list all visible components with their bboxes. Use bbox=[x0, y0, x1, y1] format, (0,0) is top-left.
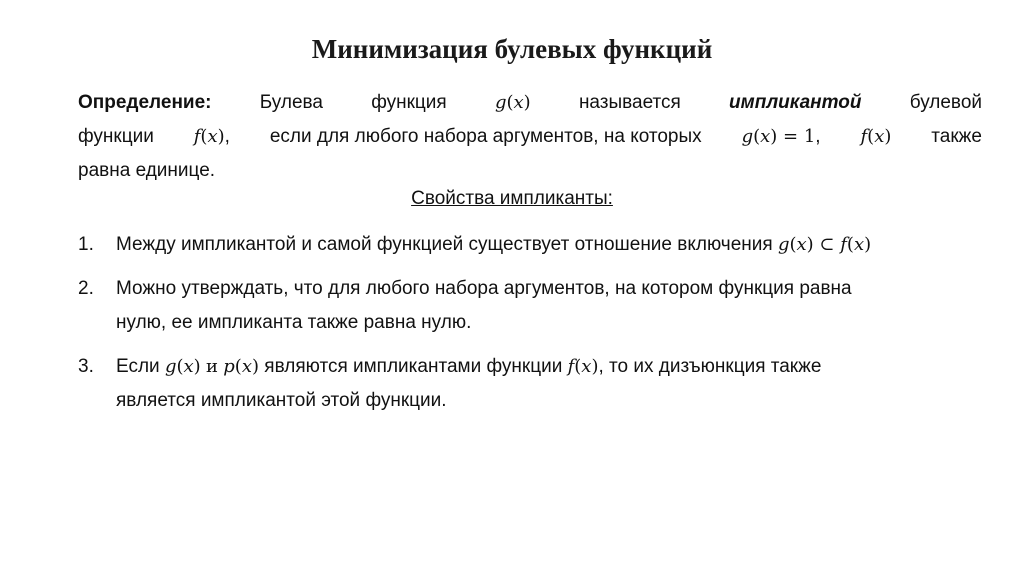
properties-heading: Свойства импликанты: bbox=[411, 188, 613, 209]
word: функции bbox=[78, 126, 154, 147]
math-f-of-x: f(x), bbox=[193, 126, 230, 147]
list-item-line: Между импликантой и самой функцией существует отношение включения g(x) ⊂ f(x) bbox=[116, 234, 872, 255]
math-f-of-x-2: f(x) bbox=[860, 126, 892, 147]
math-g-of-x: g(x) bbox=[494, 92, 531, 113]
definition-label: Определение: bbox=[78, 92, 212, 113]
list-number: 2. bbox=[78, 278, 94, 299]
properties-list bbox=[78, 228, 988, 428]
definition-line-1 bbox=[78, 86, 982, 120]
math-g-equals-one: g(x) = 1, bbox=[741, 126, 821, 147]
list-number: 3. bbox=[78, 356, 94, 377]
list-item bbox=[78, 228, 988, 262]
list-number: 1. bbox=[78, 234, 94, 255]
list-item-line: Можно утверждать, что для любого набора аргументов, на котором функция равна bbox=[116, 278, 852, 299]
word: функция bbox=[371, 92, 447, 113]
definition-paragraph bbox=[78, 86, 982, 188]
list-item bbox=[78, 272, 988, 340]
word: Булева bbox=[259, 92, 323, 113]
slide-title: Минимизация булевых функций bbox=[311, 34, 713, 64]
implicant-term: импликантой bbox=[729, 92, 862, 113]
list-item-line: нулю, ее импликанта также равна нулю. bbox=[116, 312, 472, 333]
word: также bbox=[931, 126, 982, 147]
math-f-of-x: f(x) bbox=[567, 356, 599, 377]
math-inclusion: g(x) ⊂ f(x) bbox=[777, 234, 872, 255]
word: называется bbox=[578, 92, 681, 113]
list-item-line: является импликантой этой функции. bbox=[116, 390, 447, 411]
definition-clause: если для любого набора аргументов, на которых bbox=[269, 126, 702, 147]
math-g-of-x: g(x) bbox=[164, 356, 201, 377]
definition-line-2 bbox=[78, 120, 982, 154]
definition-line-3 bbox=[78, 154, 982, 188]
definition-ending: равна единице. bbox=[78, 160, 216, 181]
math-p-of-x: p(x) bbox=[223, 356, 260, 377]
list-item bbox=[78, 350, 988, 418]
word: булевой bbox=[909, 92, 982, 113]
list-item-line: Если g(x) и p(x) являются импликантами функции f(x), то их дизъюнкция также bbox=[116, 356, 822, 377]
